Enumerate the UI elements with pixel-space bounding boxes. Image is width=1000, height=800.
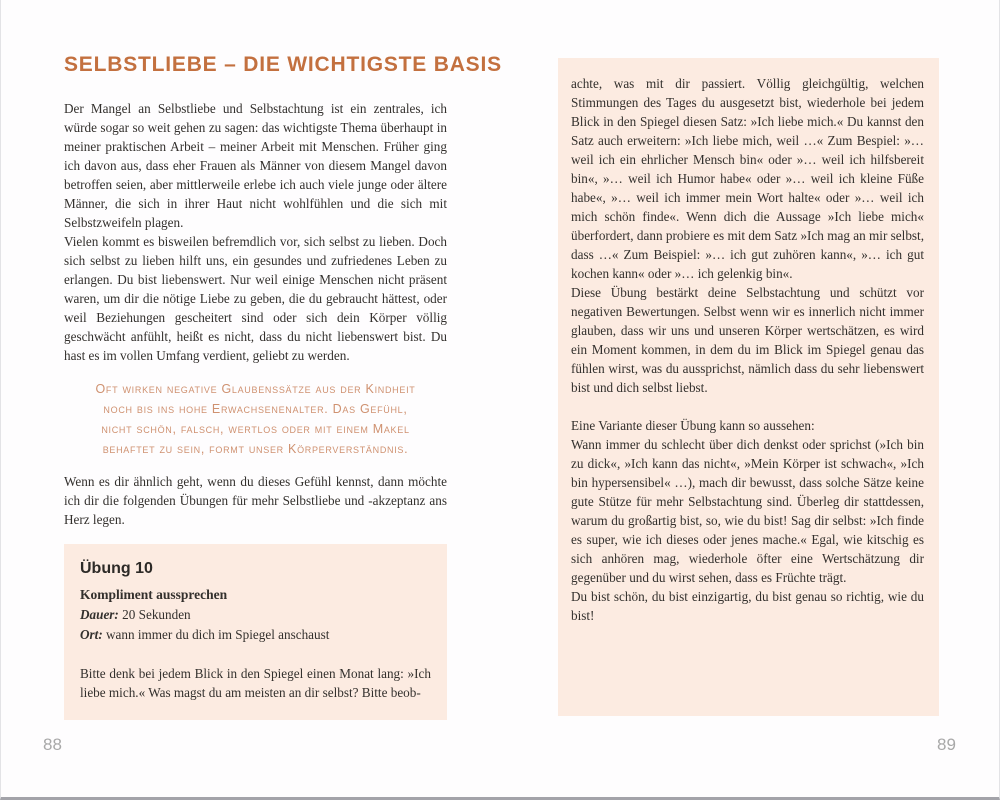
exercise-body: Bitte denk bei jedem Blick in den Spiegel einen Monat lang: »Ich liebe mich.« Was magst du am meisten an dir selbst? Bitte beob- bbox=[80, 666, 431, 700]
body-paragraph-7: Wann immer du schlecht über dich denkst oder sprichst (»Ich bin zu dick«, »Ich kann das nicht«, »Mein Körper ist schwach«, »Ich bin hypersensibel« …), mach dir bewusst, dass solche Sätze keine gute Stütze für mehr Selbstachtung sind. Überleg dir stattdessen, warum du großartig bist, so, wie du bist! Sag dir selbst: »Ich finde es super, wie ich dieses oder jenes mache.« Egal, wie kitschig es sich anhören mag, wiederhole öfter eine Wertschätzung dir gegenüber und du wirst sehen, dass es Früchte trägt. bbox=[571, 437, 924, 585]
body-paragraph-4: achte, was mit dir passiert. Völlig gleichgültig, welchen Stimmungen des Tages du ausgesetzt bist, wiederhole bei jedem Blick in den Spiegel diesen Satz: »Ich liebe mich.« Du kannst den Satz auch erweitern: »Ich liebe mich, weil …« Zum Bespiel: »… weil ich ein ehrlicher Mensch bin« oder »… weil ich hilfsbereit bin«, »… weil ich Humor habe« oder »… weil ich kleine Füße habe«, »… weil ich immer mein Wort halte« oder »… weil ich mich schön finde«. Wenn dich die Aussage »Ich liebe mich« überfordert, dann probiere es mit dem Satz »Ich mag an mir selbst, dass …« Zum Beispiel: »… ich gut zuhören kann«, »… ich gut kochen kann« oder »… ich gelenkig bin«. bbox=[571, 76, 924, 281]
exercise-location-value: wann immer du dich im Spiegel anschaust bbox=[102, 627, 330, 642]
page-number-left: 88 bbox=[43, 735, 62, 754]
body-paragraph-5: Diese Übung bestärkt deine Selbstachtung und schützt vor negativen Bewertungen. Selbst wenn wir es innerlich nicht immer glauben, dass wir uns und unseren Körper wertschätzen, es wird ein Moment kommen, in dem du im Blick im Spiegel genau das fühlen wirst, was du aussprichst, nämlich dass du sehr liebenswert bist und dich selbst liebst. bbox=[571, 285, 924, 395]
chapter-heading: SELBSTLIEBE – DIE WICHTIGSTE BASIS bbox=[64, 53, 502, 76]
pullquote: Oft wirken negative Glaubenssätze aus der Kindheit noch bis ins hohe Erwachsenenalter. Das Gefühl, nicht schön, falsch, wertlos oder mit einem Makel behaftet zu sein, formt unser Körperverständnis. bbox=[95, 382, 416, 456]
body-paragraph-8: Du bist schön, du bist einzigartig, du bist genau so richtig, wie du bist! bbox=[571, 589, 924, 623]
exercise-title: Übung 10 bbox=[80, 560, 153, 577]
exercise-location-label: Ort: bbox=[80, 627, 103, 642]
paragraph-spacer bbox=[571, 397, 924, 416]
exercise-duration-label: Dauer: bbox=[80, 607, 119, 622]
body-paragraph-3: Wenn es dir ähnlich geht, wenn du dieses Gefühl kennst, dann möchte ich dir die folgenden Übungen für mehr Selbstliebe und -akzeptanz ans Herz legen. bbox=[64, 474, 447, 527]
exercise-location-row bbox=[80, 625, 431, 645]
exercise-duration-row bbox=[80, 605, 431, 625]
right-page-panel bbox=[558, 58, 939, 716]
exercise-subtitle: Kompliment aussprechen bbox=[80, 587, 228, 602]
exercise-box bbox=[64, 544, 447, 720]
body-paragraph-2: Vielen kommt es bisweilen befremdlich vor, sich selbst zu lieben. Doch sich selbst zu lieben hilft uns, ein gesundes und zufriedenes Leben zu erlangen. Du bist liebenswert. Nur weil einige Menschen nicht präsent waren, um dir die nötige Liebe zu geben, die du gebraucht hättest, oder weil Beziehungen gescheitert sind oder sich dein Körper völlig geschwächt anfühlt, heißt es nicht, dass du nicht liebenswert bist. Du hast es im vollen Umfang verdient, geliebt zu werden. bbox=[64, 234, 447, 363]
page-number-right: 89 bbox=[937, 735, 956, 754]
body-paragraph-1: Der Mangel an Selbstliebe und Selbstachtung ist ein zentrales, ich würde sogar so weit gehen zu sagen: das wichtigste Thema überhaupt in meiner praktischen Arbeit – meiner Arbeit mit Menschen. Früher ging ich davon aus, dass eher Frauen als Männer von diesem Mangel davon betroffen seien, aber mittlerweile erlebe ich auch viele junge oder ältere Männer, die sich in ihrer Haut nicht wohlfühlen und die sich mit Selbstzweifeln plagen. bbox=[64, 101, 447, 230]
exercise-duration-value: 20 Sekunden bbox=[118, 607, 191, 622]
body-paragraph-6: Eine Variante dieser Übung kann so aussehen: bbox=[571, 418, 815, 433]
left-page bbox=[64, 53, 502, 720]
